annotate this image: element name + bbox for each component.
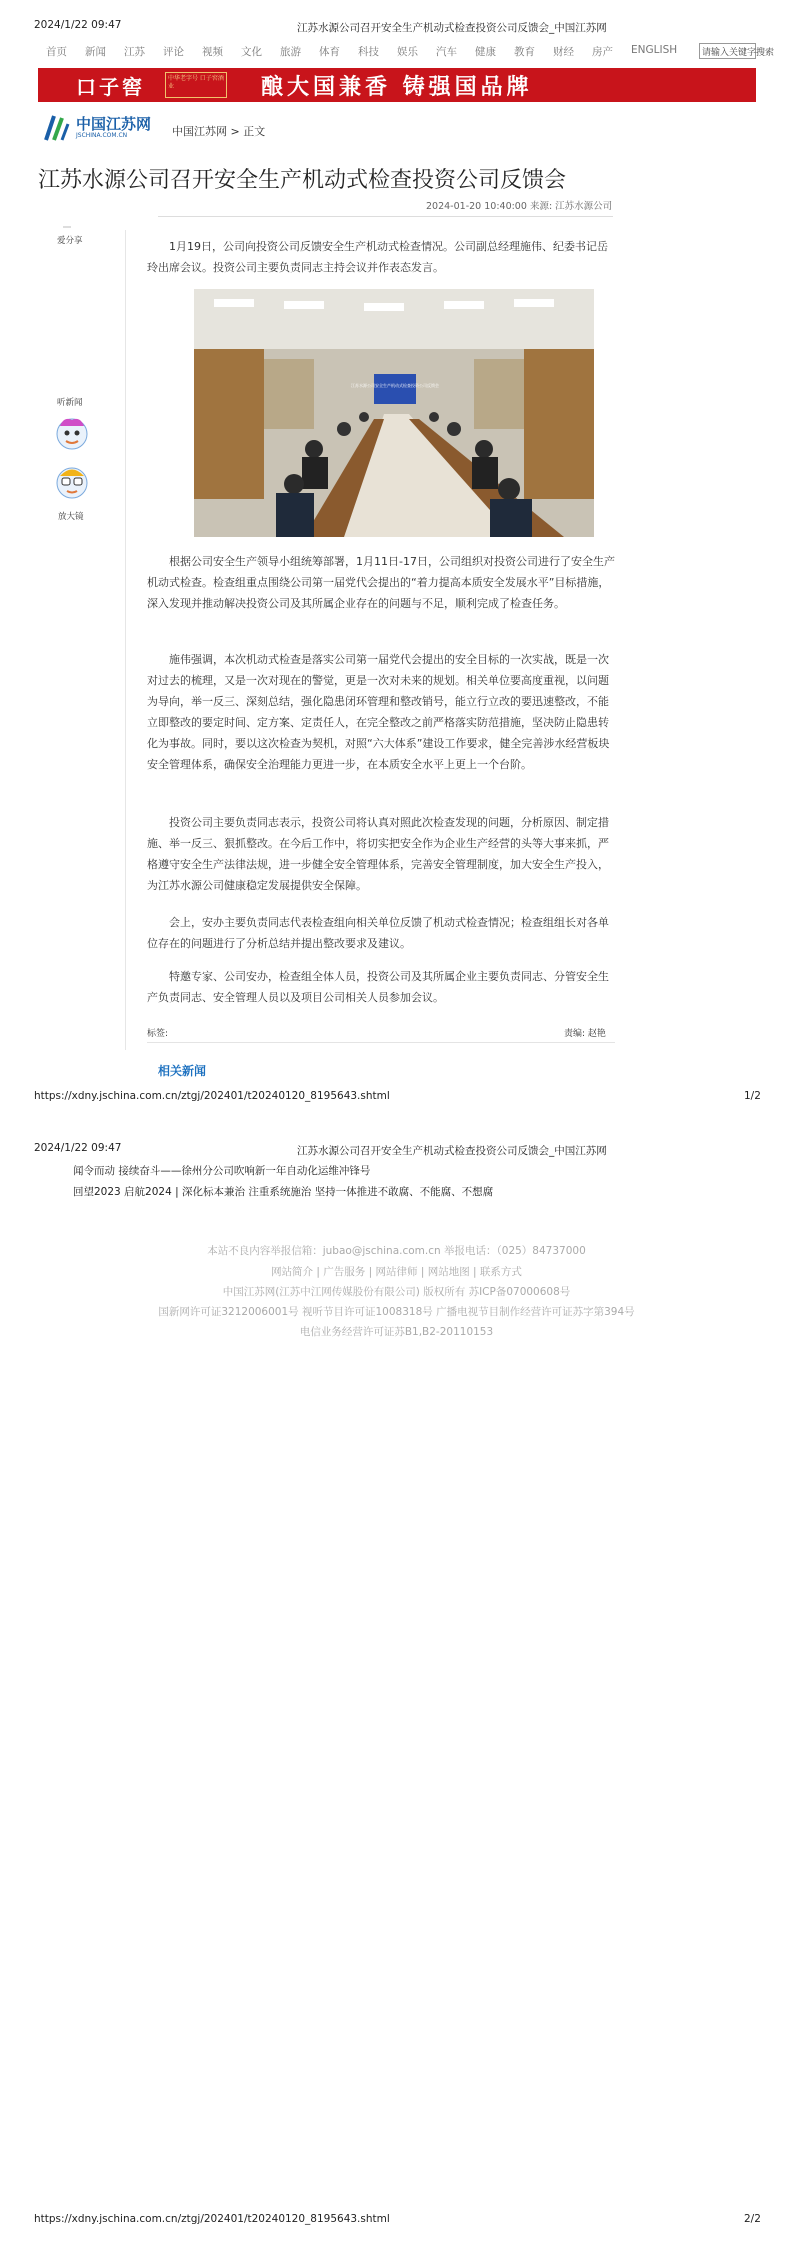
nav-item-auto[interactable]: 汽车 (436, 46, 457, 58)
nav-item-video[interactable]: 视频 (202, 46, 223, 58)
print-title: 江苏水源公司召开安全生产机动式检查投资公司反馈会_中国江苏网 (297, 1145, 607, 1157)
meeting-photo (194, 289, 594, 537)
search-input[interactable]: 请输入关键字搜索 (699, 43, 756, 59)
top-nav (46, 44, 695, 59)
nav-item-news[interactable]: 新闻 (85, 46, 106, 58)
footer-copyright: 中国江苏网(江苏中江网传媒股份有限公司) 版权所有 苏ICP备07000608号 (222, 1286, 571, 1298)
nav-item-education[interactable]: 教育 (514, 46, 535, 58)
article-paragraph: 会上，安办主要负责同志代表检查组向相关单位反馈了机动式检查情况；检查组组长对各单位存在的问题进行了分析总结并提出整改要求及建议。 (147, 916, 609, 950)
logo-sub: JSCHINA.COM.CN (76, 132, 128, 139)
related-news-link[interactable]: 闻令而动 接续奋斗——徐州分公司吹响新一年自动化运维冲锋号 (73, 1165, 371, 1177)
print-url: https://xdny.jschina.com.cn/ztgj/202401/t20240120_8195643.shtml (34, 1090, 390, 1102)
breadcrumb[interactable]: 中国江苏网 > 正文 (172, 125, 266, 138)
article-meta (426, 198, 612, 212)
article-title: 江苏水源公司召开安全生产机动式检查投资公司反馈会 (38, 168, 567, 193)
banner-badge: 中华老字号 口子窖酒业 (165, 72, 227, 98)
zoom-label[interactable]: 放大镜 (58, 512, 84, 522)
nav-item-culture[interactable]: 文化 (241, 46, 262, 58)
nav-item-jiangsu[interactable]: 江苏 (124, 46, 145, 58)
nav-item-health[interactable]: 健康 (475, 46, 496, 58)
screen-text: 江苏水源公司安全生产机动式检查投资公司反馈会 (351, 383, 439, 388)
nav-item-english[interactable]: ENGLISH (631, 44, 678, 56)
sidebar-divider (125, 230, 126, 1050)
related-news-link[interactable]: 回望2023 启航2024 | 深化标本兼治 注重系统施治 坚持一体推进不敢腐、不能腐、不想腐 (73, 1186, 494, 1198)
page-number: 1/2 (744, 1090, 761, 1102)
nav-item-entertainment[interactable]: 娱乐 (397, 46, 418, 58)
share-icon[interactable] (62, 223, 74, 231)
title-divider (158, 216, 613, 217)
tags-label: 标签: (147, 1029, 169, 1039)
banner-brand: 口子窖 (76, 74, 145, 99)
banner-slogan: 酿大国兼香 铸强国品牌 (261, 73, 533, 100)
article-paragraph: 施伟强调，本次机动式检查是落实公司第一届党代会提出的安全目标的一次实战，既是一次对过去的梳理，又是一次对现在的警觉，更是一次对未来的规划。相关单位要高度重视，以问题为导向，举一反三、深刻总结，强化隐患闭环管理和整改销号，能立行立改的要迅速整改，不能立即整改的要定时间、定方案、定责任人，在完全整改之前严格落实防范措施，坚决防止隐患转化为事故。同时，要以这次检查为契机，对照“六大体系”建设工作要求，健全完善涉水经营板块安全管理体系，确保安全治理能力更进一步，在本质安全水平上更上一个台阶。 (147, 653, 610, 771)
print-title: 江苏水源公司召开安全生产机动式检查投资公司反馈会_中国江苏网 (297, 22, 607, 34)
article-paragraph: 根据公司安全生产领导小组统筹部署，1月11日-17日，公司组织对投资公司进行了安全生产机动式检查。检查组重点围绕公司第一届党代会提出的“着力提高本质安全发展水平”目标措施，深入发现并推动解决投资公司及其所属企业存在的问题与不足，顺利完成了检查任务。 (147, 555, 615, 610)
article-paragraph: 特邀专家、公司安办，检查组全体人员，投资公司及其所属企业主要负责同志、分管安全生产负责同志、安全管理人员以及项目公司相关人员参加会议。 (147, 970, 609, 1004)
footer-licenses: 国新网许可证3212006001号 视听节目许可证1008318号 广播电视节目制作经营许可证苏字第394号 (158, 1306, 635, 1318)
print-date: 2024/1/22 09:47 (34, 1142, 122, 1154)
article-paragraph: 1月19日，公司向投资公司反馈安全生产机动式检查情况。公司副总经理施伟、纪委书记岳玲出席会议。投资公司主要负责同志主持会议并作表态发言。 (147, 240, 608, 274)
logo-name: 中国江苏网 (76, 115, 152, 133)
nav-item-travel[interactable]: 旅游 (280, 46, 301, 58)
print-url: https://xdny.jschina.com.cn/ztgj/202401/t20240120_8195643.shtml (34, 2213, 390, 2225)
editor-label: 责编: (564, 1029, 586, 1039)
nav-item-commentary[interactable]: 评论 (163, 46, 184, 58)
related-news-heading: 相关新闻 (158, 1064, 207, 1078)
footer-telecom-license: 电信业务经营许可证苏B1,B2-20110153 (299, 1326, 494, 1338)
article-paragraph: 投资公司主要负责同志表示，投资公司将认真对照此次检查发现的问题，分析原因、制定措施、举一反三、狠抓整改。在今后工作中，将切实把安全作为企业生产经营的头等大事来抓，严格遵守安全生产法律法规，进一步健全安全管理体系，完善安全管理制度，加大安全生产投入，为江苏水源公司健康稳定发展提供安全保障。 (147, 816, 609, 892)
zoom-avatar-icon[interactable] (52, 461, 92, 501)
nav-item-sports[interactable]: 体育 (319, 46, 340, 58)
nav-item-realestate[interactable]: 房产 (592, 46, 613, 58)
share-label[interactable]: 爱分享 (57, 236, 83, 246)
print-date: 2024/1/22 09:47 (34, 19, 122, 31)
site-logo[interactable] (42, 112, 151, 144)
editor-line (564, 1026, 606, 1039)
listen-avatar-icon[interactable] (52, 412, 92, 452)
ad-banner[interactable] (38, 68, 756, 102)
nav-item-tech[interactable]: 科技 (358, 46, 379, 58)
source-name: 江苏水源公司 (555, 201, 613, 212)
publish-time: 2024-01-20 10:40:00 (426, 201, 527, 212)
nav-item-finance[interactable]: 财经 (553, 46, 574, 58)
footer-report-line: 本站不良内容举报信箱：jubao@jschina.com.cn 举报电话：（025）84737000 (207, 1245, 586, 1257)
logo-mark-icon (42, 112, 72, 144)
editor-name: 赵艳 (587, 1029, 606, 1039)
nav-item-home[interactable]: 首页 (46, 46, 67, 58)
listen-label[interactable]: 听新闻 (57, 398, 83, 408)
page-number: 2/2 (744, 2213, 761, 2225)
source-label: 来源: (529, 201, 553, 212)
article-end-divider (147, 1042, 615, 1043)
footer-links[interactable]: 网站简介 | 广告服务 | 网站律师 | 网站地图 | 联系方式 (271, 1266, 522, 1278)
